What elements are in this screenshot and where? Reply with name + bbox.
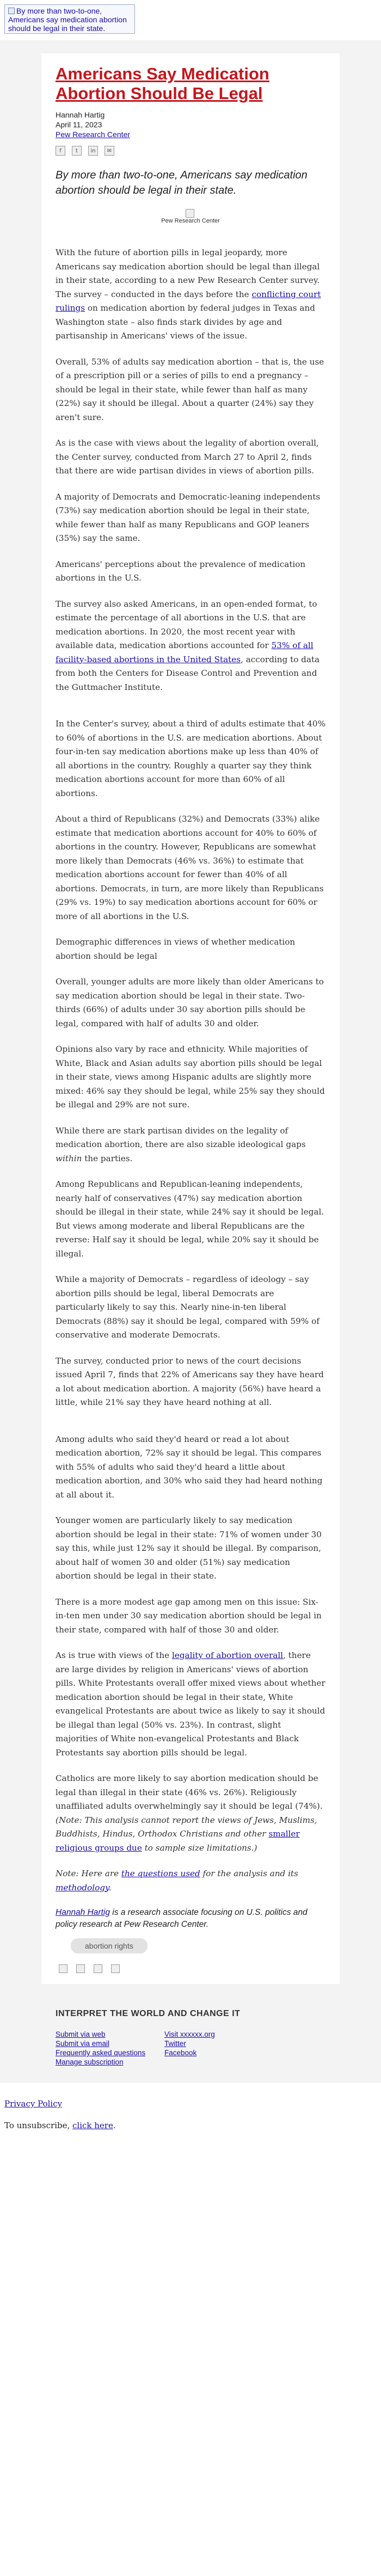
email-body [0, 40, 381, 2083]
unsubscribe-line: To unsubscribe, click here. [4, 2121, 116, 2130]
email-icon[interactable]: ✉ [105, 146, 114, 156]
publish-date: April 11, 2023 [56, 120, 102, 129]
paragraph: As is true with views of the legality of abortion overall, there are large divides by religion in Americans' views of abortion pills. White Protestants overall offer mixed views about whether medication abortion should be legal in their state, White evangelical Protestants are about twice as likely to say it should be illegal than legal (50% vs. 23%). In contrast, slight majorities of White non-evangelical Protestants and Black Protestants say abortion pills should be legal. [56, 1650, 325, 1758]
facility-abortions-link[interactable]: 53% of all facility-based abortions in the United States [56, 640, 314, 664]
paragraph: The survey also asked Americans, in an open-ended format, to estimate the percentage of all abortions in the U.S. that are medication abortions. In 2020, the most recent year with available data, medication abortions accounted for 53% of all facility-based abortions in the United States, according to data from both the Centers for Disease Control and Prevention and the Guttmacher Institute. [56, 599, 320, 692]
paragraph: As is the case with views about the legality of abortion overall, the Center survey, conducted from March 27 to April 2, finds that there are wide partisan divides in views of abortion pills. [56, 438, 319, 476]
linkedin-icon[interactable]: in [88, 146, 98, 156]
legality-overall-link[interactable]: legality of abortion overall [171, 1650, 284, 1660]
share-icons-bottom [59, 1964, 325, 1973]
email-legal [4, 2098, 381, 2148]
figure-caption: Pew Research Center [161, 218, 220, 224]
linkedin-icon[interactable] [94, 1964, 102, 1973]
header-image [4, 4, 135, 34]
header-image-alt: By more than two-to-one, Americans say medication abortion should be legal in their state. [8, 7, 127, 33]
faq-link[interactable]: Frequently asked questions [56, 2049, 146, 2057]
paragraph: Catholics are more likely to say abortion medication should be legal than illegal in their state (46% vs. 26%). Religiously unaffiliated adults overwhelmingly say it should be legal (74%). (Note: This analysis cannot report the views of Jews, Muslims, Buddhists, Hindus, Orthodox Christians and other smaller religious groups due to sample size limitations.) [56, 1773, 323, 1853]
twitter-link[interactable]: Twitter [164, 2039, 186, 2048]
paragraph: In the Center's survey, about a third of adults estimate that 40% to 60% of abortions in the U.S. are medication abortions. About four-in-ten say medication abortions make up less than 40% of all abortions in the country. Roughly a quarter say they think medication abortions account for more than 60% of all abortions. [56, 719, 326, 798]
methodology-note: Note: Here are the questions used for the analysis and its methodology. [56, 1869, 298, 1893]
footer-links [56, 2030, 325, 2067]
twitter-icon[interactable] [76, 1964, 85, 1973]
footer-right-links [164, 2030, 273, 2067]
paragraph: While a majority of Democrats – regardless of ideology – say abortion pills should be legal, liberal Democrats are particularly likely to say this. Nearly nine-in-ten liberal Democrats (88%) say it should be legal, compared with 59% of conservative and moderate Democrats. [56, 1274, 319, 1340]
visit-site-link[interactable]: Visit xxxxxx.org [164, 2030, 215, 2038]
article-figure [56, 209, 325, 224]
paragraph: The survey, conducted prior to news of the court decisions issued April 7, finds that 22% of Americans say they have heard a lot about medication abortion. A majority (56%) have heard a little, while 21% say they have heard nothing at all. [56, 1355, 324, 1407]
article-meta [56, 110, 325, 139]
topic-tag[interactable]: abortion rights [71, 1938, 148, 1953]
paragraph: Younger women are particularly likely to say medication abortion should be legal in their state: 71% of women under 30 say this, while just 12% say it should be illegal. By comparison, about half of women 30 and older (51%) say medication abortion should be legal in their state. [56, 1515, 322, 1581]
paragraph: With the future of abortion pills in legal jeopardy, more Americans say medication abortion should be legal than illegal in their state, according to a new Pew Research Center survey. The survey – conducted in the days before the conflicting court rulings on medication abortion by federal judges in Texas and Washington state – also finds stark divides by age and partisanship in Americans' views of the issue. [56, 248, 321, 341]
article-dek: By more than two-to-one, Americans say medication abortion should be legal in their state. [56, 169, 308, 196]
paragraph: Overall, younger adults are more likely than older Americans to say medication abortion should be legal in their state. Two-thirds (66%) of adults under 30 say abortion pills should be legal, compared with half of adults 30 and older. [56, 977, 324, 1028]
privacy-policy-link[interactable]: Privacy Policy [4, 2099, 63, 2109]
facebook-link[interactable]: Facebook [164, 2049, 197, 2057]
author-name: Hannah Hartig [56, 110, 105, 119]
author-bio: Hannah Hartig is a research associate focusing on U.S. politics and policy research at Pew Research Center. [56, 1908, 308, 1929]
twitter-icon[interactable]: t [72, 146, 82, 156]
methodology-link[interactable]: methodology [56, 1882, 109, 1893]
article-title[interactable]: Americans Say Medication Abortion Should Be Legal [56, 64, 269, 103]
article-card [41, 53, 340, 1984]
facebook-icon[interactable] [59, 1964, 67, 1973]
paragraph: Among adults who said they'd heard or read a lot about medication abortion, 72% say it should be legal. This compares with 55% of adults who said they'd heard a little about medication abortion, and 30% who said they had heard nothing at all about it. [56, 1434, 323, 1500]
source-link[interactable]: Pew Research Center [56, 130, 130, 139]
paragraph: Opinions also vary by race and ethnicity. While majorities of White, Black and Asian adults say abortion pills should be legal in their state, views among Hispanic adults are slightly more mixed: 46% say they should be legal, while 25% say they should be illegal and 29% are not sure. [56, 1044, 325, 1110]
paragraph: Overall, 53% of adults say medication abortion – that is, the use of a prescription pill or a series of pills to end a pregnancy – should be legal in their state, while fewer than half as many (22%) say it should be illegal. About a quarter (24%) say they aren't sure. [56, 356, 324, 422]
newsletter-footer [41, 2009, 340, 2067]
paragraph: There is a more modest age gap among men on this issue: Six-in-ten men under 30 say medication abortion should be legal in their state, compared with half of those 30 and older. [56, 1597, 322, 1635]
author-bio-link[interactable]: Hannah Hartig [56, 1908, 110, 1917]
manage-subscription-link[interactable]: Manage subscription [56, 2058, 124, 2066]
unsubscribe-link[interactable]: click here [72, 2121, 113, 2130]
questions-link[interactable]: the questions used [121, 1869, 200, 1878]
section-subhead: Americans' perceptions about the prevalence of medication abortions in the U.S. [56, 559, 306, 583]
court-rulings-link[interactable]: conflicting court rulings [56, 289, 321, 313]
section-subhead: Demographic differences in views of whether medication abortion should be legal [56, 937, 296, 961]
facebook-icon[interactable]: f [56, 146, 65, 156]
paragraph: A majority of Democrats and Democratic-leaning independents (73%) say medication abortion should be legal in their state, while fewer than half as many Republicans and GOP leaners (35%) say the same. [56, 491, 321, 543]
smaller-religious-groups-link[interactable]: smaller religious groups due [56, 1829, 300, 1853]
broken-image-icon [8, 8, 15, 14]
paragraph: About a third of Republicans (32%) and Democrats (33%) alike estimate that medication abortions account for 40% to 60% of abortions in the country. However, Republicans are somewhat more likely than Democrats (46% vs. 36%) to estimate that medication abortions account for fewer than 40% of all abortions. Democrats, in turn, are more likely than Republicans (29% vs. 19%) to say medication abortions account for 60% or more of all abortions in the U.S. [56, 814, 324, 921]
paragraph: While there are stark partisan divides on the legality of medication abortion, there are also sizable ideological gaps within the parties. [56, 1125, 306, 1163]
email-icon[interactable] [111, 1964, 120, 1973]
footer-heading: INTERPRET THE WORLD AND CHANGE IT [56, 2009, 241, 2018]
paragraph: Among Republicans and Republican-leaning independents, nearly half of conservatives (47%) say medication abortion should be illegal in their state, while 24% say it should be legal. But views among moderate and liberal Republicans are the reverse: Half say it should be legal, while 20% say it should be illegal. [56, 1179, 324, 1259]
share-icons-top [56, 146, 325, 156]
submit-email-link[interactable]: Submit via email [56, 2039, 110, 2048]
submit-web-link[interactable]: Submit via web [56, 2030, 106, 2038]
footer-left-links [56, 2030, 164, 2067]
broken-image-icon [186, 209, 194, 218]
